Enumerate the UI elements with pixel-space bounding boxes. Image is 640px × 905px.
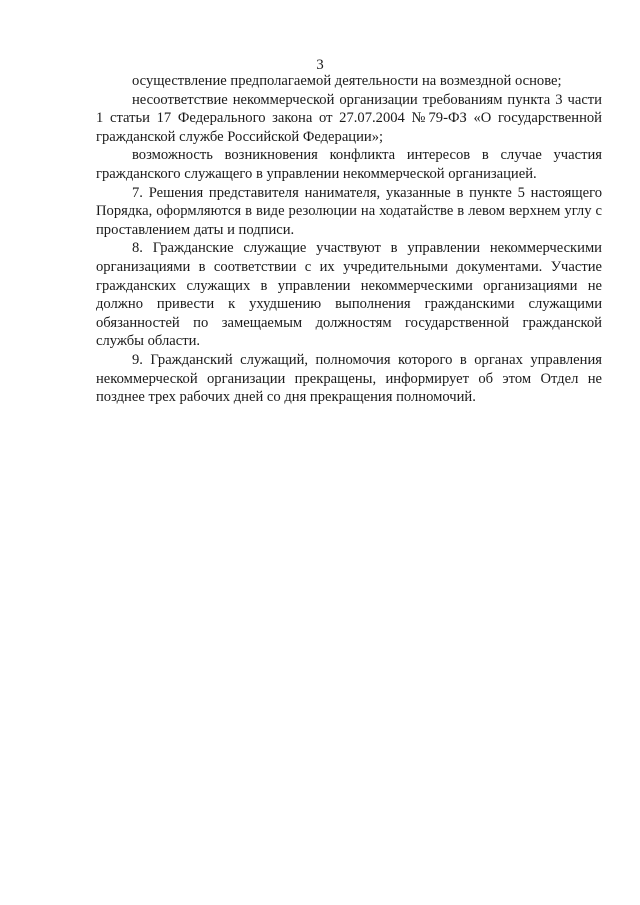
clause-9: 9. Гражданский служащий, полномочия которого в органах управления некоммерческой организации прекращены, информирует об этом Отдел не позднее трех рабочих дней со дня прекращения полномочий. — [96, 351, 602, 406]
page-number: 3 — [316, 57, 324, 73]
clause-7: 7. Решения представителя нанимателя, указанные в пункте 5 настоящего Порядка, оформляются в виде резолюции на ходатайстве в левом верхнем углу с проставлением даты и подписи. — [96, 184, 602, 238]
list-item-noncompliance: несоответствие некоммерческой организации требованиям пункта 3 части 1 статьи 17 Федерального закона от 27.07.2004 №79-ФЗ «О государственной гражданской службе Российской Федерации»; — [96, 91, 602, 145]
list-item-paid-activity: осуществление предполагаемой деятельности на возмездной основе; — [132, 73, 562, 89]
clause-8: 8. Гражданские служащие участвуют в управлении некоммерческими организациями в соответствии с их учредительными документами. Участие гражданских служащих в управлении некоммерческими организациями не должно привести к ухудшению выполнения гражданскими служащими обязанностей по замещаемым должностям государственной гражданской службы области. — [96, 240, 602, 350]
list-item-conflict-of-interest: возможность возникновения конфликта интересов в случае участия гражданского служащего в управлении некоммерческой организацией. — [96, 147, 602, 182]
document-body — [96, 72, 602, 407]
